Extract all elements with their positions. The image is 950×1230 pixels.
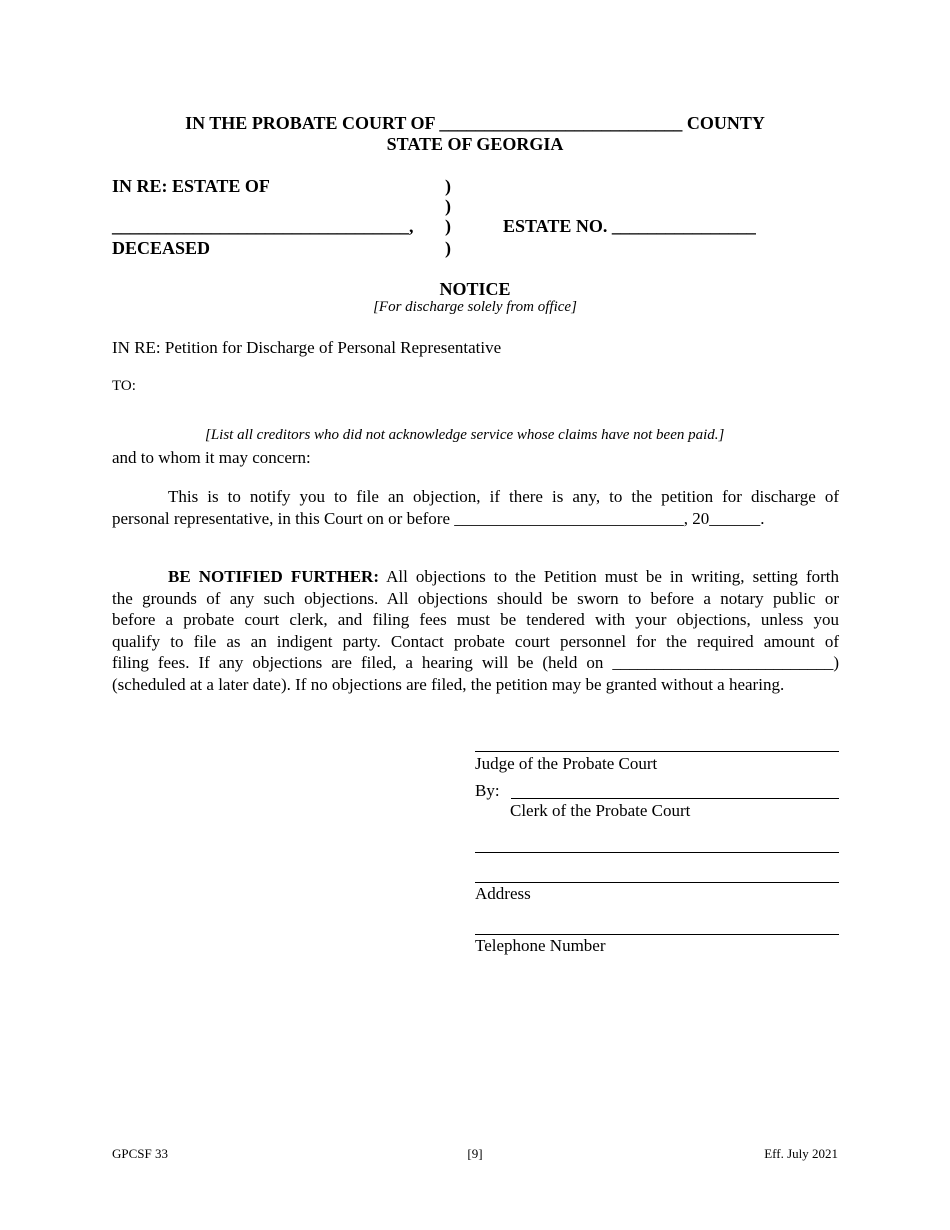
caption-paren: ) [445, 238, 451, 258]
to-whom-it-may-concern: and to whom it may concern: [112, 448, 311, 467]
caption-paren: ) [445, 216, 451, 236]
state-heading: STATE OF GEORGIA [386, 134, 564, 154]
telephone-label: Telephone Number [475, 936, 606, 955]
clerk-label: Clerk of the Probate Court [510, 801, 691, 820]
effective-date: Eff. July 2021 [764, 1146, 838, 1161]
be-notified-paragraph [112, 566, 839, 695]
telephone-line [475, 934, 839, 935]
paragraph-line [112, 566, 839, 588]
paragraph-text: All objections to the Petition must be in writing, setting forth [379, 567, 839, 586]
clerk-signature-line [511, 798, 839, 799]
estate-number-field: ESTATE NO. ________________ [503, 216, 756, 236]
form-id: GPCSF 33 [112, 1146, 168, 1161]
objection-deadline-paragraph [112, 486, 839, 529]
decedent-name-blank: _________________________________, [112, 216, 414, 236]
to-label: TO: [112, 378, 136, 394]
in-re-estate-label: IN RE: ESTATE OF [112, 176, 270, 196]
judge-signature-line [475, 751, 839, 752]
caption-paren: ) [445, 176, 451, 196]
page-number: [9] [467, 1146, 483, 1161]
address-label: Address [475, 884, 531, 903]
creditors-instruction: [List all creditors who did not acknowledge service whose claims have not been paid.] [205, 427, 725, 443]
caption-paren: ) [445, 196, 451, 216]
address-line-2 [475, 882, 839, 883]
petition-re-line: IN RE: Petition for Discharge of Personal Representative [112, 338, 502, 357]
paragraph-line: before a probate court clerk, and filing fees must be tendered with your objections, unless you [112, 610, 839, 629]
address-line-1 [475, 852, 839, 853]
notice-title: NOTICE [439, 279, 511, 299]
be-notified-further-label: BE NOTIFIED FURTHER: [168, 567, 379, 586]
court-heading: IN THE PROBATE COURT OF ___________________________ COUNTY [185, 113, 765, 133]
paragraph-line: personal representative, in this Court on or before ___________________________, 20______. [112, 508, 765, 528]
notice-subtitle: [For discharge solely from office] [373, 299, 577, 315]
judge-label: Judge of the Probate Court [475, 754, 658, 773]
paragraph-line: (scheduled at a later date). If no objections are filed, the petition may be granted without a hearing. [112, 674, 785, 694]
paragraph-line: filing fees. If any objections are filed, a hearing will be (held on __________________________) [112, 653, 839, 672]
by-label: By: [475, 781, 500, 800]
deceased-label: DECEASED [112, 238, 211, 258]
paragraph-line: This is to notify you to file an objection, if there is any, to the petition for discharge of [168, 487, 839, 506]
paragraph-line: the grounds of any such objections. All objections should be sworn to before a notary public or [112, 588, 839, 608]
paragraph-line: qualify to file as an indigent party. Contact probate court personnel for the required amount of [112, 631, 839, 651]
